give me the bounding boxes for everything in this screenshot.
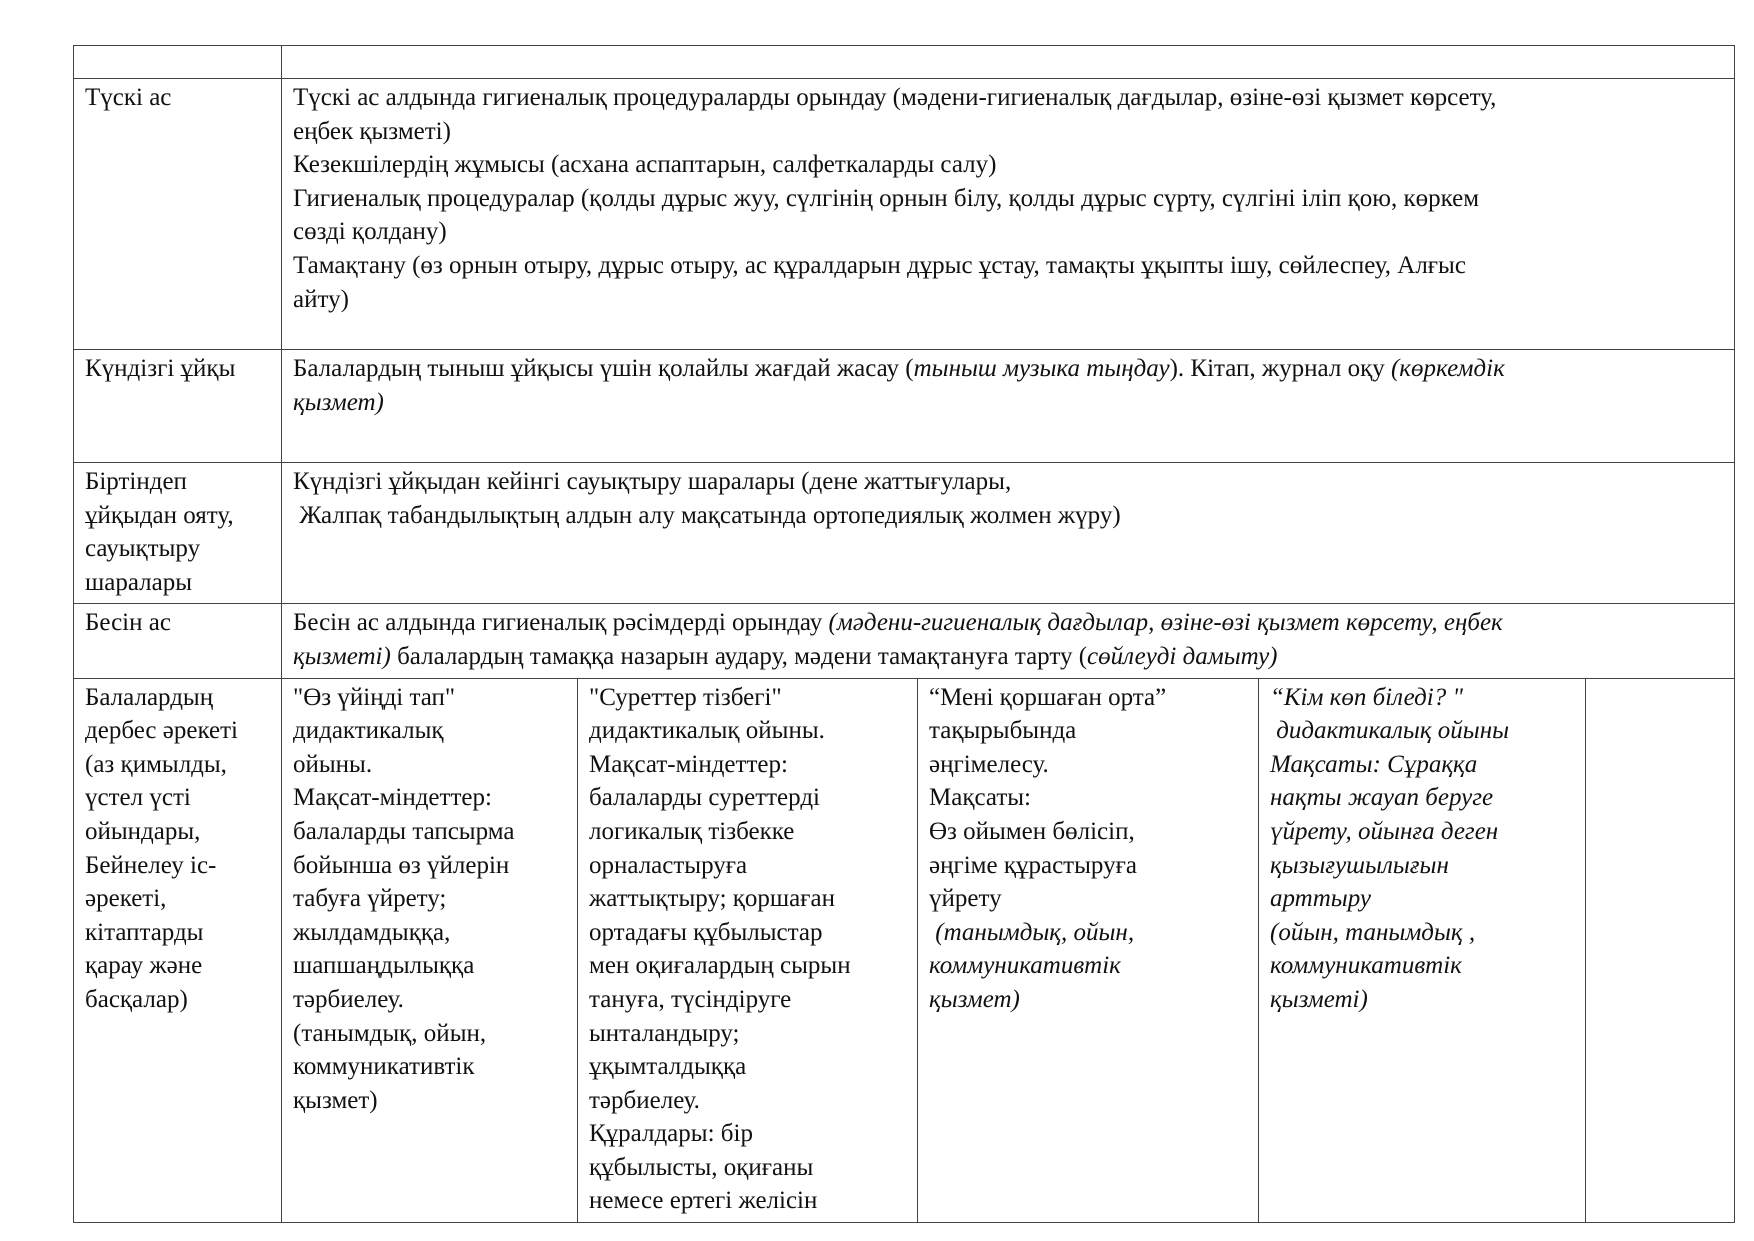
text-line: Гигиеналық процедуралар (қолды дұрыс жуу, сүлгінің орнын білу, қолды дұрыс сүрту, сүлгіні іліп қою, көркем: [293, 184, 1480, 212]
activity-cell-picture-sequence: "Суреттер тізбегі" дидактикалық ойыны. Мақсат-міндеттер: балаларды суреттерді логикалық тізбекке орналастыруға жаттықтыру; қоршаған ортадағы құбылыстар мен оқиғалардың сырын тануға, түсіндіруге ынталандыру; ұқымталдыққа тәрбиелеу. Құралдары: бір құбылысты, оқиғаны немесе ертегі желісін: [578, 678, 918, 1223]
table-row-snack: [74, 604, 1735, 678]
text-line: Бесін ас алдында гигиеналық рәсімдерді орындау (мәдени-гигиеналық дағдылар, өзіне-өзі қызмет көрсету, еңбек: [293, 609, 1503, 637]
empty-header-cell: [282, 46, 1735, 79]
text-line: Күндізгі ұйқыдан кейінгі сауықтыру шаралары (дене жаттығулары,: [293, 468, 1012, 495]
text-line: Жалпақ табандылықтың алдын алу мақсатында ортопедиялық жолмен жүру): [293, 501, 1121, 529]
activity-cell-environment-talk: “Мені қоршаған орта” тақырыбында әңгімелесу. Мақсаты: Өз ойымен бөлісіп, әңгіме құрастыруға үйрету (танымдық, ойын, коммуникативтік қызмет): [918, 678, 1259, 1223]
table-row-wake-up: [74, 463, 1735, 604]
text-line: Түскі ас алдында гигиеналық процедураларды орындау (мәдени-гигиеналық дағдылар, өзіне-өзі қызмет көрсету,: [293, 84, 1497, 111]
text-line: Кезекшілердің жұмысы (асхана аспаптарын, салфеткаларды салу): [293, 151, 997, 179]
table-row-nap: [74, 350, 1735, 463]
row-label-snack: Бесін ас: [74, 604, 282, 678]
activity-cell-who-knows-more: “Кім көп біледі? " дидактикалық ойыны Мақсаты: Сұраққа нақты жауап беруге үйрету, ойынға деген қызығушылығын арттыру (ойын, танымдық , коммуникативтік қызметі): [1259, 678, 1586, 1223]
lunch-description: [282, 79, 1735, 350]
text-line: сөзді қолдану): [293, 218, 447, 246]
text-line: қызметі) балалардың тамаққа назарын аудару, мәдени тамақтануға тарту (сөйлеуді дамыту): [293, 642, 1278, 670]
wake-up-description: [282, 463, 1735, 604]
row-label-free-activity: Балалардың дербес әрекеті (аз қимылды, үстел үсті ойындары, Бейнелеу іс- әрекеті, кітаптарды қарау және басқалар): [74, 678, 282, 1223]
nap-description: [282, 350, 1735, 463]
text-line: қызмет): [293, 388, 384, 416]
text-line: Балалардың тыныш ұйқысы үшін қолайлы жағдай жасау (тыныш музыка тыңдау). Кітап, журнал оқу (көркемдік: [293, 355, 1505, 382]
text-line: айту): [293, 285, 349, 313]
row-label-lunch: Түскі ас: [74, 79, 282, 350]
activity-cell-empty: [1586, 678, 1735, 1223]
daily-schedule-table: [73, 45, 1735, 1223]
table-row-lunch: [74, 79, 1735, 350]
table-row-empty-header: [74, 46, 1735, 79]
activity-cell-find-your-house: "Өз үйіңді тап" дидактикалық ойыны. Мақсат-міндеттер: балаларды тапсырма бойынша өз үйлерін табуға үйрету; жылдамдыққа, шапшаңдылыққа тәрбиелеу. (танымдық, ойын, коммуникативтік қызмет): [282, 678, 578, 1223]
table-row-free-activity: [74, 678, 1735, 1223]
text-line: еңбек қызметі): [293, 117, 451, 145]
text-line: Тамақтану (өз орнын отыру, дұрыс отыру, ас құралдарын дұрыс ұстау, тамақты ұқыпты ішу, сөйлеспеу, Алғыс: [293, 251, 1466, 279]
empty-header-cell: [74, 46, 282, 79]
row-label-wake-up: Біртіндеп ұйқыдан ояту, сауықтыру шаралары: [74, 463, 282, 604]
row-label-nap: Күндізгі ұйқы: [74, 350, 282, 463]
snack-description: [282, 604, 1735, 678]
